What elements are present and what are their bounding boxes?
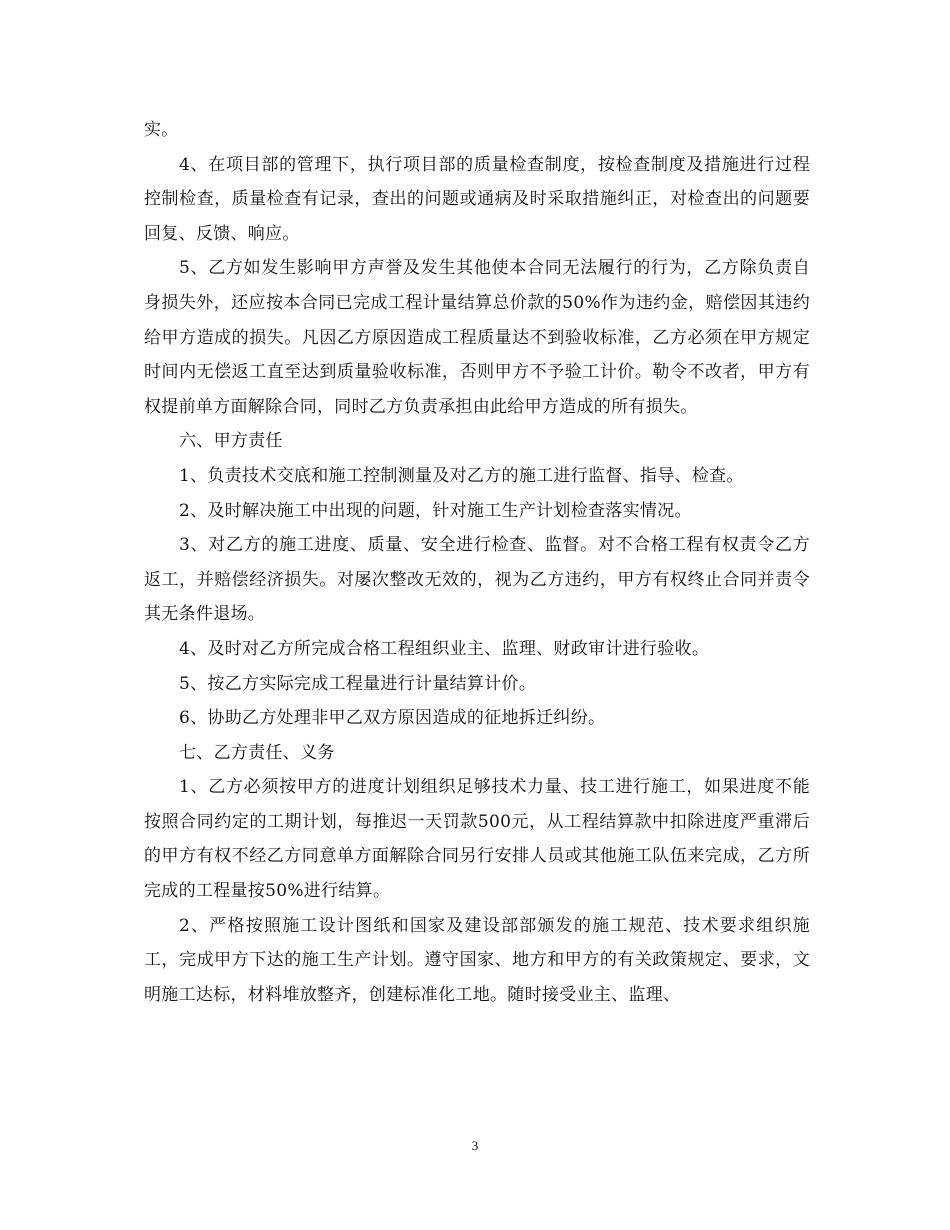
section-heading-party-a-responsibility: 六、甲方责任 [179,431,283,452]
paragraph-clause-6-3: 3、对乙方的施工进度、质量、安全进行检查、监督。对不合格工程有权责令乙方返工，并赔偿经济损失。对屡次整改无效的，视为乙方违约，甲方有权终止合同并责令其无条件退场。 [144,535,810,625]
paragraph-clause-6-6: 6、协助乙方处理非甲乙双方原因造成的征地拆迁纠纷。 [179,708,606,729]
paragraph-clause-6-1: 1、负责技术交底和施工控制测量及对乙方的施工进行监督、指导、检查。 [179,465,744,486]
paragraph-clause-7-1: 1、乙方必须按甲方的进度计划组织足够技术力量、技工进行施工，如果进度不能按照合同约定的工期计划，每推迟一天罚款500元，从工程结算款中扣除进度严重滞后的甲方有权不经乙方同意单方面解除合同另行安排人员或其他施工队伍来完成，乙方所完成的工程量按50%进行结算。 [144,777,810,902]
paragraph-clause-6-5: 5、按乙方实际完成工程量进行计量结算计价。 [179,673,537,694]
paragraph-clause-6-2: 2、及时解决施工中出现的问题，针对施工生产计划检查落实情况。 [179,500,692,521]
paragraph-continuation: 实。 [144,120,179,140]
page-number: 3 [471,1138,479,1153]
paragraph-clause-6-4: 4、及时对乙方所完成合格工程组织业主、监理、财政审计进行验收。 [179,638,710,659]
document-body [144,113,810,1012]
paragraph-clause-7-2: 2、严格按照施工设计图纸和国家及建设部部颁发的施工规范、技术要求组织施工，完成甲方下达的施工生产计划。遵守国家、地方和甲方的有关政策规定、要求，文明施工达标，材料堆放整齐，创建标准化工地。随时接受业主、监理、 [144,915,810,1005]
section-heading-party-b-responsibility: 七、乙方责任、义务 [179,742,335,763]
paragraph-clause-5-5: 5、乙方如发生影响甲方声誉及发生其他使本合同无法履行的行为，乙方除负责自身损失外，还应按本合同已完成工程计量结算总价款的50%作为违约金，赔偿因其违约给甲方造成的损失。凡因乙方原因造成工程质量达不到验收标准，乙方必须在甲方规定时间内无偿返工直至达到质量验收标准，否则甲方不予验工计价。勒令不改者，甲方有权提前单方面解除合同，同时乙方负责承担由此给甲方造成的所有损失。 [144,258,810,417]
paragraph-clause-5-4: 4、在项目部的管理下，执行项目部的质量检查制度，按检查制度及措施进行过程控制检查，质量检查有记录，查出的问题或通病及时采取措施纠正，对检查出的问题要回复、反馈、响应。 [144,154,810,244]
